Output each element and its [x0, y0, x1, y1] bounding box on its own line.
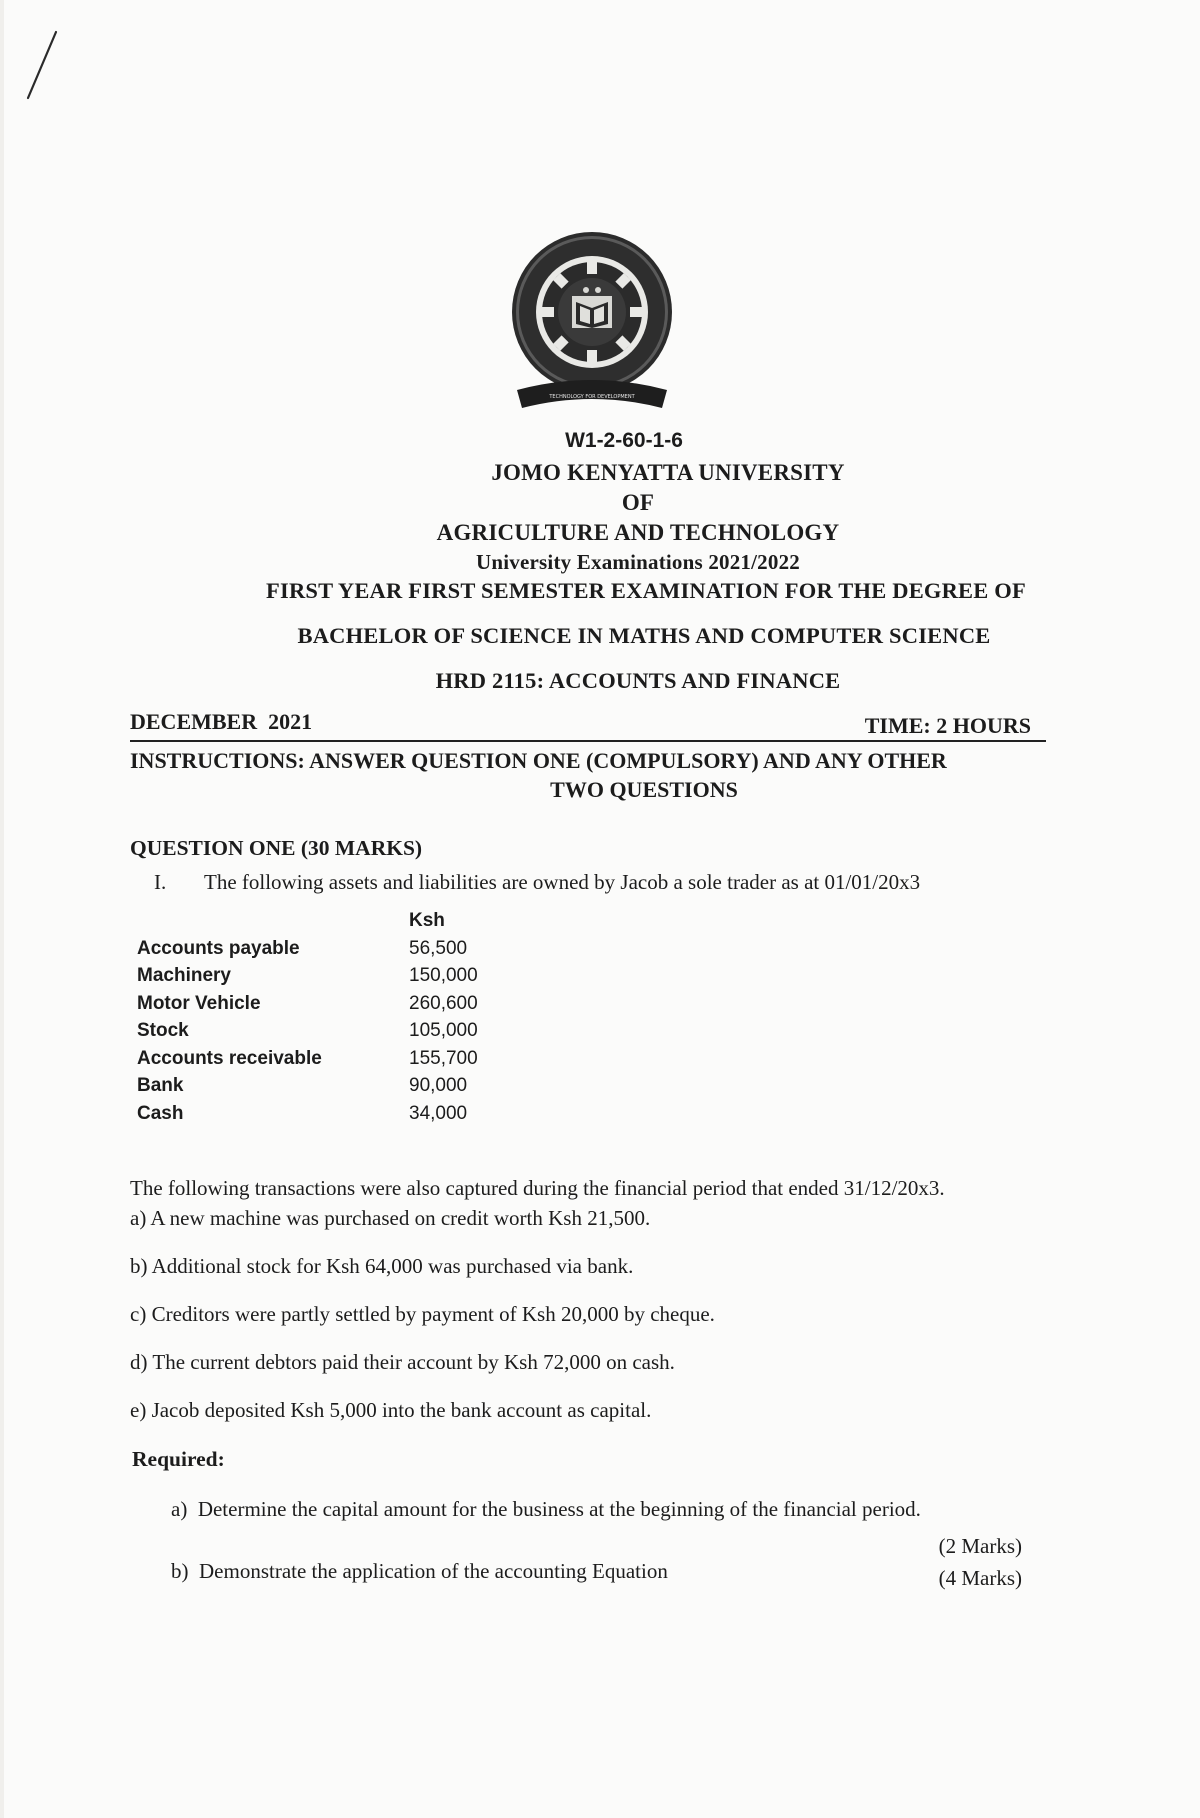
- marks-b: (4 Marks): [938, 1566, 1022, 1590]
- paper-code: W1-2-60-1-6: [565, 429, 683, 452]
- instructions-line2: TWO QUESTIONS: [550, 777, 738, 802]
- university-name-line3: AGRICULTURE AND TECHNOLOGY: [436, 520, 840, 545]
- row-value: 90,000: [409, 1075, 468, 1096]
- row-value: 34,000: [409, 1102, 468, 1124]
- exam-date: DECEMBER 2021: [130, 709, 313, 734]
- row-label: Accounts payable: [137, 937, 300, 959]
- transaction-item: e) Jacob deposited Ksh 5,000 into the bank account as capital.: [130, 1398, 652, 1422]
- university-name-line1: JOMO KENYATTA UNIVERSITY: [491, 460, 845, 485]
- row-value: 155,700: [409, 1047, 478, 1069]
- exam-title: FIRST YEAR FIRST SEMESTER EXAMINATION FOR THE DEGREE OF: [266, 578, 1026, 603]
- row-label: Machinery: [137, 965, 231, 986]
- transaction-item: d) The current debtors paid their account by Ksh 72,000 on cash.: [130, 1350, 675, 1374]
- divider: [130, 740, 1046, 742]
- transaction-item: b) Additional stock for Ksh 64,000 was purchased via bank.: [130, 1254, 634, 1278]
- row-label: Motor Vehicle: [137, 992, 261, 1014]
- row-value: 150,000: [409, 965, 478, 986]
- university-name-line2: OF: [621, 490, 655, 515]
- currency-header: Ksh: [409, 910, 445, 931]
- svg-text:TECHNOLOGY FOR DEVELOPMENT: TECHNOLOGY FOR DEVELOPMENT: [549, 394, 635, 400]
- pen-mark-icon: [22, 28, 62, 104]
- university-logo-icon: [507, 222, 677, 418]
- row-label: Bank: [137, 1075, 184, 1096]
- row-value: 260,600: [409, 992, 478, 1014]
- exam-session: University Examinations 2021/2022: [476, 550, 800, 574]
- course-title: HRD 2115: ACCOUNTS AND FINANCE: [435, 668, 841, 693]
- question-number: I.: [154, 870, 167, 894]
- required-item-b: b) Demonstrate the application of the accounting Equation: [171, 1559, 668, 1583]
- transaction-item: c) Creditors were partly settled by payment of Ksh 20,000 by cheque.: [130, 1302, 715, 1326]
- row-value: 105,000: [409, 1020, 478, 1041]
- degree-title: BACHELOR OF SCIENCE IN MATHS AND COMPUTER SCIENCE: [297, 623, 991, 648]
- row-value: 56,500: [409, 937, 468, 959]
- row-label: Cash: [137, 1102, 184, 1124]
- required-label: Required:: [132, 1447, 225, 1471]
- instructions-line1: INSTRUCTIONS: ANSWER QUESTION ONE (COMPULSORY) AND ANY OTHER: [130, 748, 947, 773]
- question-one-title: QUESTION ONE (30 MARKS): [130, 836, 423, 860]
- row-label: Accounts receivable: [137, 1047, 322, 1069]
- required-item-a: a) Determine the capital amount for the business at the beginning of the financial period.: [171, 1497, 921, 1521]
- exam-time: TIME: 2 HOURS: [864, 713, 1031, 738]
- transaction-item: a) A new machine was purchased on credit worth Ksh 21,500.: [130, 1206, 651, 1230]
- question-intro: The following assets and liabilities are owned by Jacob a sole trader as at 01/01/20x3: [204, 870, 921, 894]
- row-label: Stock: [137, 1020, 189, 1041]
- transactions-intro: The following transactions were also captured during the financial period that ended 31/12/20x3.: [130, 1176, 945, 1200]
- marks-a: (2 Marks): [938, 1534, 1022, 1558]
